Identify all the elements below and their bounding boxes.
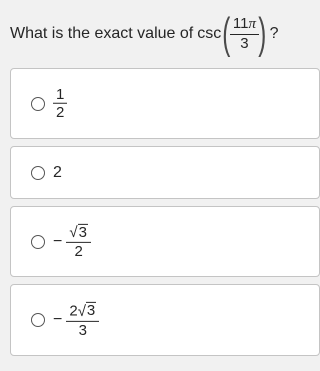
option-a-numerator: 1	[53, 86, 67, 104]
option-c-denominator: 2	[74, 242, 83, 260]
left-paren: (	[222, 9, 231, 58]
answer-option-b[interactable]	[10, 146, 320, 199]
question-text	[10, 10, 279, 58]
sqrt-symbol: √ 3	[69, 223, 87, 242]
right-paren: )	[258, 9, 267, 58]
question-mark: ?	[269, 25, 279, 42]
option-c-fraction	[66, 223, 91, 259]
radio-button-d[interactable]	[31, 313, 45, 327]
question-prompt: What is the exact value of	[10, 25, 194, 42]
option-d-denominator: 3	[78, 321, 87, 339]
option-c-numerator	[66, 223, 91, 243]
radio-button-b[interactable]	[31, 166, 45, 180]
option-d-value	[53, 302, 99, 338]
answer-option-a[interactable]	[10, 68, 320, 139]
option-d-sign: −	[53, 311, 63, 328]
radio-button-a[interactable]	[31, 97, 45, 111]
argument-fraction	[230, 16, 259, 52]
option-d-radicand: 3	[86, 301, 96, 319]
option-b-value: 2	[53, 163, 62, 181]
radio-button-c[interactable]	[31, 235, 45, 249]
argument-coefficient: 11	[232, 15, 249, 33]
argument-numerator	[230, 16, 259, 35]
answer-option-d[interactable]	[10, 284, 320, 356]
option-c-radicand: 3	[78, 223, 87, 241]
option-c-sign: −	[53, 232, 63, 250]
pi-symbol: π	[248, 16, 256, 33]
answer-option-c[interactable]	[10, 206, 320, 277]
option-a-denominator: 2	[56, 104, 65, 121]
option-d-numerator	[66, 302, 99, 322]
option-c-value	[53, 223, 91, 259]
option-d-fraction	[66, 302, 99, 338]
option-a-fraction	[53, 86, 67, 121]
option-d-coefficient: 2	[69, 302, 78, 320]
csc-function: csc	[197, 25, 222, 42]
option-a-value	[53, 86, 67, 121]
argument-denominator: 3	[240, 35, 249, 52]
sqrt-symbol: √ 3	[77, 301, 96, 320]
